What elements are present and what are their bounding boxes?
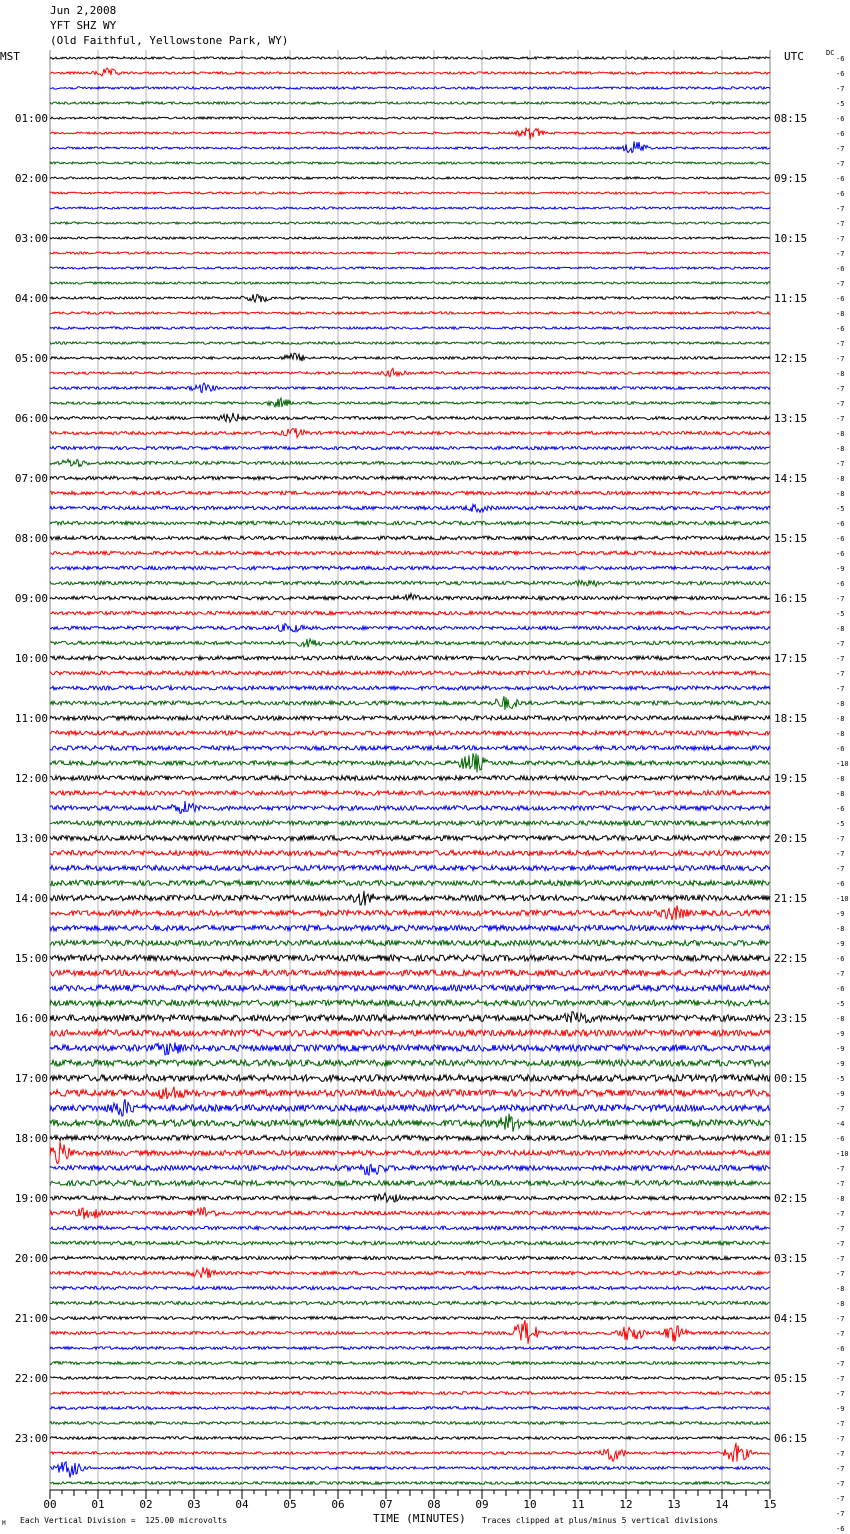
dc-offset-label: -6: [836, 745, 845, 753]
left-hour-label: 07:00: [14, 472, 48, 485]
dc-offset-label: -7: [836, 145, 845, 153]
dc-offset-label: -7: [836, 640, 845, 648]
left-hour-label: 04:00: [14, 292, 48, 305]
x-tick-label: 00: [43, 1498, 57, 1511]
dc-offset-label: -6: [836, 805, 845, 813]
dc-offset-label: -6: [836, 1345, 845, 1353]
dc-offset-label: -8: [836, 370, 845, 378]
dc-offset-label: -7: [836, 280, 845, 288]
dc-offset-label: -10: [836, 760, 849, 768]
seismic-trace: [50, 776, 770, 781]
seismic-trace: [50, 1000, 770, 1006]
right-axis-title: UTC: [784, 50, 804, 63]
dc-offset-label: -7: [836, 1375, 845, 1383]
seismic-trace: [50, 624, 770, 632]
right-hour-label: 06:15: [774, 1432, 808, 1445]
dc-offset-label: -7: [836, 1315, 845, 1323]
seismic-trace: [50, 1099, 770, 1116]
dc-offset-label: -7: [836, 415, 845, 423]
seismic-trace: [50, 753, 770, 772]
dc-offset-label: -6: [836, 955, 845, 963]
x-tick-label: 02: [139, 1498, 153, 1511]
seismic-trace: [50, 446, 770, 449]
seismic-trace: [50, 639, 770, 647]
dc-offset-label: -7: [836, 670, 845, 678]
right-hour-label: 23:15: [774, 1012, 808, 1025]
dc-offset-label: -6: [836, 985, 845, 993]
dc-offset-label: -7: [836, 205, 845, 213]
dc-offset-label: -8: [836, 1300, 845, 1308]
seismic-trace: [50, 905, 770, 920]
x-tick-label: 03: [187, 1498, 201, 1511]
right-hour-label: 00:15: [774, 1072, 808, 1085]
dc-offset-label: -9: [836, 1045, 845, 1053]
dc-offset-label: -7: [836, 1360, 845, 1368]
x-tick-label: 11: [571, 1498, 585, 1511]
dc-offset-label: -7: [836, 400, 845, 408]
seismic-trace: [50, 267, 770, 269]
dc-offset-label: -7: [836, 340, 845, 348]
x-tick-label: 06: [331, 1498, 345, 1511]
seismic-trace: [50, 671, 770, 675]
left-hour-label: 14:00: [14, 892, 48, 905]
dc-offset-label: -8: [836, 445, 845, 453]
left-hour-label: 02:00: [14, 172, 48, 185]
seismic-trace: [50, 1362, 770, 1365]
dc-offset-label: -6: [836, 190, 845, 198]
x-tick-label: 14: [715, 1498, 729, 1511]
seismic-trace: [50, 1286, 770, 1289]
seismic-trace: [50, 237, 770, 239]
right-hour-label: 22:15: [774, 952, 808, 965]
dc-offset-label: -7: [836, 235, 845, 243]
dc-offset-label: -6: [836, 1135, 845, 1143]
seismic-trace: [50, 1142, 770, 1164]
dc-offset-label: -7: [836, 355, 845, 363]
seismic-trace: [50, 821, 770, 826]
seismic-trace: [50, 1392, 770, 1395]
seismic-trace: [50, 1030, 770, 1036]
dc-offset-label: -7: [836, 835, 845, 843]
dc-offset-label: -8: [836, 715, 845, 723]
footer-scale-text: Each Vertical Division = 125.00 microvolts: [20, 1516, 228, 1525]
seismic-trace: [50, 1462, 770, 1478]
left-hour-label: 11:00: [14, 712, 48, 725]
seismic-trace: [50, 117, 770, 119]
left-hour-label: 05:00: [14, 352, 48, 365]
dc-offset-label: -10: [836, 895, 849, 903]
seismic-trace: [50, 1422, 770, 1425]
seismic-trace: [50, 1164, 770, 1175]
seismic-trace: [50, 294, 770, 302]
seismic-trace: [50, 87, 770, 89]
right-hour-label: 11:15: [774, 292, 808, 305]
x-tick-label: 07: [379, 1498, 393, 1511]
seismic-trace: [50, 1042, 770, 1055]
dc-offset-label: -8: [836, 490, 845, 498]
right-hour-label: 19:15: [774, 772, 808, 785]
left-hour-label: 22:00: [14, 1372, 48, 1385]
dc-offset-label: -6: [836, 175, 845, 183]
dc-offset-label: -7: [836, 1510, 845, 1518]
dc-offset-label: -10: [836, 1150, 849, 1158]
dc-offset-label: -8: [836, 730, 845, 738]
header-station: YFT SHZ WY: [50, 19, 117, 32]
seismic-trace: [50, 536, 770, 540]
seismic-trace: [50, 1012, 770, 1023]
dc-offset-label: -8: [836, 925, 845, 933]
seismic-trace: [50, 1347, 770, 1350]
right-hour-label: 10:15: [774, 232, 808, 245]
dc-offset-label: -8: [836, 1195, 845, 1203]
seismic-trace: [50, 368, 770, 376]
seismic-trace: [50, 891, 770, 906]
dc-offset-label: -8: [836, 625, 845, 633]
right-hour-label: 14:15: [774, 472, 808, 485]
left-axis-title: MST: [0, 50, 20, 63]
seismic-trace: [50, 940, 770, 946]
seismic-trace: [50, 925, 770, 931]
seismic-trace: [50, 656, 770, 660]
dc-offset-label: -6: [836, 295, 845, 303]
dc-offset-label: -7: [836, 385, 845, 393]
right-hour-label: 01:15: [774, 1132, 808, 1145]
x-tick-label: 01: [91, 1498, 105, 1511]
seismic-trace: [50, 1060, 770, 1066]
dc-offset-label: -6: [836, 880, 845, 888]
seismic-trace: [50, 207, 770, 209]
dc-offset-label: -6: [836, 1525, 845, 1533]
seismic-trace: [50, 1241, 770, 1245]
seismic-trace: [50, 970, 770, 976]
right-hour-label: 12:15: [774, 352, 808, 365]
dc-offset-label: -7: [836, 1270, 845, 1278]
seismic-trace: [50, 566, 770, 570]
right-hour-label: 03:15: [774, 1252, 808, 1265]
dc-offset-label: -7: [836, 1330, 845, 1338]
seismic-trace: [50, 222, 770, 224]
seismic-trace: [50, 1317, 770, 1320]
seismic-trace: [50, 716, 770, 720]
left-hour-label: 01:00: [14, 112, 48, 125]
header-date: Jun 2,2008: [50, 4, 117, 17]
dc-offset-label: -5: [836, 820, 845, 828]
left-hour-label: 08:00: [14, 532, 48, 545]
x-axis-title: TIME (MINUTES): [373, 1512, 466, 1525]
seismic-trace: [50, 801, 770, 813]
seismic-trace: [50, 985, 770, 991]
dc-offset-label: -6: [836, 70, 845, 78]
seismic-trace: [50, 1208, 770, 1220]
right-hour-label: 20:15: [774, 832, 808, 845]
dc-offset-label: -7: [836, 1180, 845, 1188]
seismic-trace: [50, 955, 770, 961]
dc-offset-label: -6: [836, 580, 845, 588]
x-tick-label: 09: [475, 1498, 489, 1511]
right-hour-label: 17:15: [774, 652, 808, 665]
right-hour-label: 04:15: [774, 1312, 808, 1325]
seismic-trace: [50, 505, 770, 513]
dc-offset-label: -7: [836, 1450, 845, 1458]
seismic-trace: [50, 1443, 770, 1462]
dc-offset-label: -5: [836, 1075, 845, 1083]
x-tick-label: 10: [523, 1498, 537, 1511]
seismic-trace: [50, 850, 770, 855]
seismic-trace: [50, 551, 770, 555]
seismic-trace: [50, 1075, 770, 1082]
seismic-trace: [50, 282, 770, 284]
seismic-trace: [50, 128, 770, 140]
x-tick-label: 15: [763, 1498, 777, 1511]
seismic-trace: [50, 342, 770, 344]
left-hour-label: 18:00: [14, 1132, 48, 1145]
seismic-traces: [50, 57, 770, 1485]
seismic-trace: [50, 696, 770, 710]
dc-offset-label: -7: [836, 1495, 845, 1503]
seismic-trace: [50, 1256, 770, 1259]
x-tick-label: 12: [619, 1498, 633, 1511]
seismic-trace: [50, 413, 770, 422]
dc-offset-label: -5: [836, 1000, 845, 1008]
seismic-trace: [50, 1482, 770, 1485]
footer-clip-text: Traces clipped at plus/minus 5 vertical divisions: [482, 1516, 719, 1525]
right-hour-label: 21:15: [774, 892, 808, 905]
dc-offset-label: -6: [836, 265, 845, 273]
dc-offset-label: -7: [836, 1480, 845, 1488]
right-hour-label: 13:15: [774, 412, 808, 425]
left-hour-label: 16:00: [14, 1012, 48, 1025]
dc-offset-label: -5: [836, 505, 845, 513]
dc-offset-title: DC: [826, 49, 835, 57]
dc-offset-label: -6: [836, 550, 845, 558]
right-hour-label: 08:15: [774, 112, 808, 125]
seismic-trace: [50, 1193, 770, 1202]
dc-offset-label: -7: [836, 1105, 845, 1113]
dc-offset-label: -7: [836, 1240, 845, 1248]
seismic-trace: [50, 686, 770, 690]
left-hour-label: 19:00: [14, 1192, 48, 1205]
dc-offset-label: -6: [836, 325, 845, 333]
dc-offset-label: -7: [836, 1465, 845, 1473]
dc-offset-label: -8: [836, 700, 845, 708]
dc-offset-label: -8: [836, 310, 845, 318]
seismic-trace: [50, 57, 770, 59]
left-hour-label: 10:00: [14, 652, 48, 665]
dc-offset-label: -6: [836, 535, 845, 543]
right-hour-label: 15:15: [774, 532, 808, 545]
seismic-trace: [50, 1377, 770, 1380]
dc-offset-label: -7: [836, 595, 845, 603]
seismic-trace: [50, 383, 770, 392]
seismic-trace: [50, 880, 770, 885]
x-tick-label: 13: [667, 1498, 681, 1511]
left-hour-label: 20:00: [14, 1252, 48, 1265]
left-hour-label: 09:00: [14, 592, 48, 605]
dc-offset-label: -7: [836, 850, 845, 858]
dc-offset-label: -8: [836, 1285, 845, 1293]
seismic-trace: [50, 162, 770, 164]
seismic-trace: [50, 1437, 770, 1440]
dc-offset-label: -4: [836, 1120, 845, 1128]
left-hour-label: 06:00: [14, 412, 48, 425]
dc-offset-label: -7: [836, 160, 845, 168]
x-tick-label: 08: [427, 1498, 441, 1511]
seismic-trace: [50, 1407, 770, 1410]
dc-offset-label: -7: [836, 970, 845, 978]
dc-offset-label: -7: [836, 220, 845, 228]
seismic-trace: [50, 1114, 770, 1132]
seismic-trace: [50, 521, 770, 525]
dc-offset-label: -7: [836, 85, 845, 93]
dc-offset-label: -5: [836, 610, 845, 618]
seismic-trace: [50, 580, 770, 586]
dc-offset-label: -7: [836, 1165, 845, 1173]
dc-offset-label: -7: [836, 250, 845, 258]
header-location: (Old Faithful, Yellowstone Park, WY): [50, 34, 289, 47]
left-hour-label: 17:00: [14, 1072, 48, 1085]
seismic-trace: [50, 252, 770, 254]
right-hour-label: 16:15: [774, 592, 808, 605]
dc-offset-label: -9: [836, 910, 845, 918]
right-hour-label: 18:15: [774, 712, 808, 725]
x-tick-label: 04: [235, 1498, 249, 1511]
left-hour-label: 21:00: [14, 1312, 48, 1325]
dc-offset-label: -6: [836, 520, 845, 528]
dc-offset-label: -7: [836, 865, 845, 873]
seismic-trace: [50, 353, 770, 361]
dc-offset-label: -7: [836, 1210, 845, 1218]
seismic-trace: [50, 1320, 770, 1344]
dc-offset-label: -7: [836, 1390, 845, 1398]
seismic-trace: [50, 1226, 770, 1230]
left-hour-label: 12:00: [14, 772, 48, 785]
dc-offset-label: -9: [836, 940, 845, 948]
seismic-trace: [50, 865, 770, 870]
dc-offset-label: -7: [836, 1225, 845, 1233]
seismic-trace: [50, 102, 770, 104]
right-hour-label: 05:15: [774, 1372, 808, 1385]
seismic-trace: [50, 192, 770, 194]
left-hour-label: 23:00: [14, 1432, 48, 1445]
dc-offset-label: -6: [836, 115, 845, 123]
dc-offset-label: -6: [836, 130, 845, 138]
dc-offset-label: -8: [836, 1015, 845, 1023]
seismic-trace: [50, 68, 770, 76]
dc-offset-label: -6: [836, 55, 845, 63]
right-hour-label: 02:15: [774, 1192, 808, 1205]
dc-offset-label: -7: [836, 1435, 845, 1443]
seismic-trace: [50, 1267, 770, 1278]
left-hour-label: 15:00: [14, 952, 48, 965]
x-tick-label: 05: [283, 1498, 297, 1511]
dc-offset-label: -5: [836, 100, 845, 108]
left-hour-label: 03:00: [14, 232, 48, 245]
dc-offset-label: -7: [836, 655, 845, 663]
seismic-trace: [50, 177, 770, 179]
dc-offset-label: -8: [836, 775, 845, 783]
seismic-trace: [50, 428, 770, 438]
left-hour-label: 13:00: [14, 832, 48, 845]
seismic-trace: [50, 731, 770, 735]
dc-offset-label: -7: [836, 1420, 845, 1428]
dc-offset-label: -8: [836, 430, 845, 438]
dc-offset-label: -9: [836, 1030, 845, 1038]
dc-offset-label: -7: [836, 460, 845, 468]
seismic-trace: [50, 791, 770, 796]
seismic-trace: [50, 1301, 770, 1304]
seismic-trace: [50, 746, 770, 750]
seismic-trace: [50, 1135, 770, 1140]
seismic-trace: [50, 459, 770, 467]
seismic-trace: [50, 476, 770, 480]
seismic-trace: [50, 835, 770, 840]
dc-offset-label: -8: [836, 475, 845, 483]
right-hour-label: 09:15: [774, 172, 808, 185]
dc-offset-label: -9: [836, 1090, 845, 1098]
seismic-trace: [50, 491, 770, 495]
dc-offset-label: -8: [836, 790, 845, 798]
seismic-trace: [50, 398, 770, 407]
seismic-trace: [50, 1180, 770, 1185]
dc-offset-label: -7: [836, 685, 845, 693]
dc-offset-label: -7: [836, 1255, 845, 1263]
seismic-trace: [50, 611, 770, 615]
seismic-trace: [50, 141, 770, 152]
seismic-trace: [50, 594, 770, 601]
footer-mark: M: [2, 1520, 6, 1527]
dc-offset-label: -9: [836, 565, 845, 573]
seismic-trace: [50, 327, 770, 329]
dc-offset-label: -9: [836, 1060, 845, 1068]
dc-offset-label: -9: [836, 1405, 845, 1413]
seismic-trace: [50, 1087, 770, 1099]
seismic-trace: [50, 312, 770, 314]
